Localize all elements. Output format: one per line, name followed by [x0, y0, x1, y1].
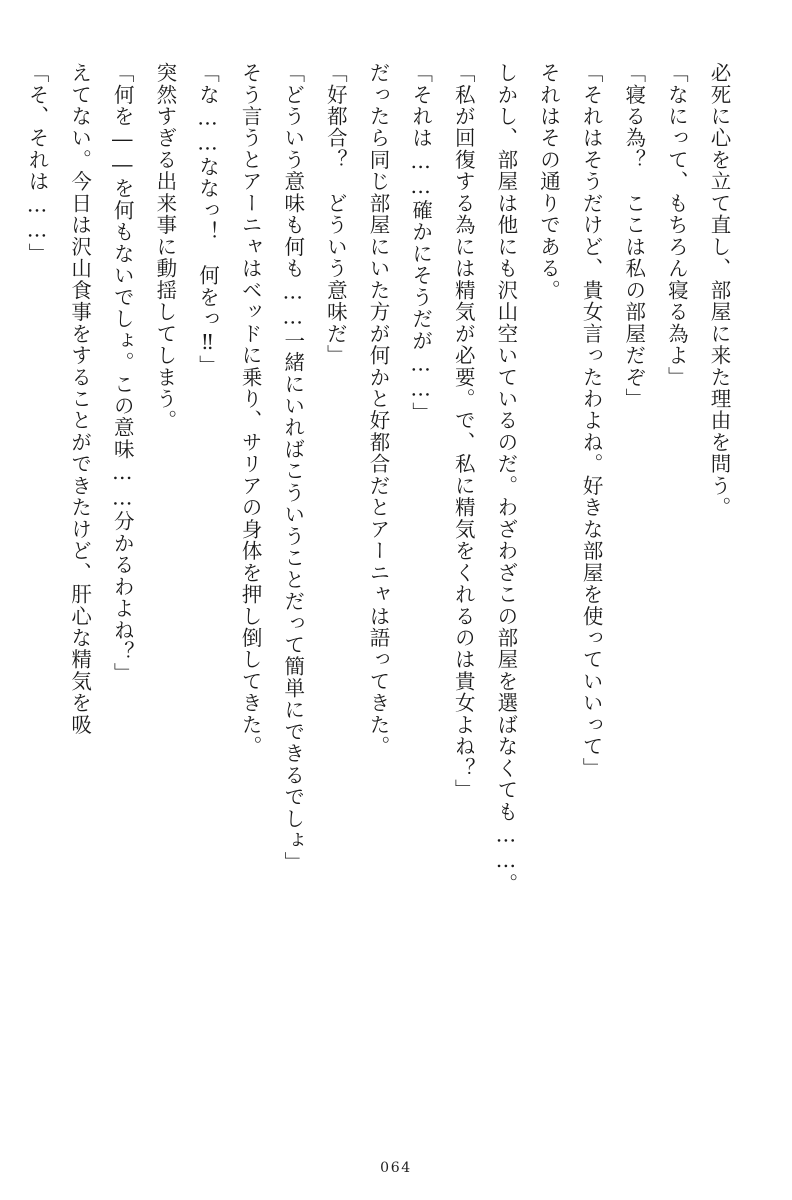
paragraph: 「どういう意味も何も……一緒にいればこういうことだって簡単にできるでしょ」	[280, 62, 305, 874]
paragraph: 「な……ななっ！ 何をっ‼」	[195, 62, 220, 377]
paragraph: 「それは……確かにそうだが……」	[408, 62, 433, 424]
paragraph: 「何を――を何もないでしょ。この意味……分かるわよね？」	[110, 62, 135, 685]
paragraph: それはその通りである。	[536, 62, 561, 302]
vertical-text-body	[25, 62, 740, 1122]
paragraph: 「なにって、もちろん寝る為よ」	[664, 62, 689, 388]
paragraph: 「それはそうだけど、貴女言ったわよね。好きな部屋を使っていいって」	[579, 62, 604, 780]
paragraph: えてない。今日は沢山食事をすることができたけど、肝心な精気を吸	[67, 62, 92, 736]
paragraph: 「そ、それは……」	[25, 62, 49, 265]
paragraph: 必死に心を立て直し、部屋に来た理由を問う。	[707, 62, 731, 519]
paragraph: 突然すぎる出来事に動揺してしまう。	[152, 62, 177, 432]
paragraph: しかし、部屋は他にも沢山空いているのだ。わざわざこの部屋を選ばなくても……。	[493, 62, 518, 895]
page-number: 064	[380, 1160, 412, 1176]
paragraph: 「好都合？ どういう意味だ」	[323, 62, 348, 367]
paragraph: そう言うとアーニャはベッドに乗り、サリアの身体を押し倒してきた。	[238, 62, 263, 758]
paragraph: 「私が回復する為には精気が必要。で、私に精気をくれるのは貴女よね？」	[451, 62, 476, 801]
paragraph: 「寝る為？ ここは私の部屋だぞ」	[621, 62, 646, 410]
paragraph: だったら同じ部屋にいた方が何かと好都合だとアーニャは語ってきた。	[366, 62, 390, 758]
